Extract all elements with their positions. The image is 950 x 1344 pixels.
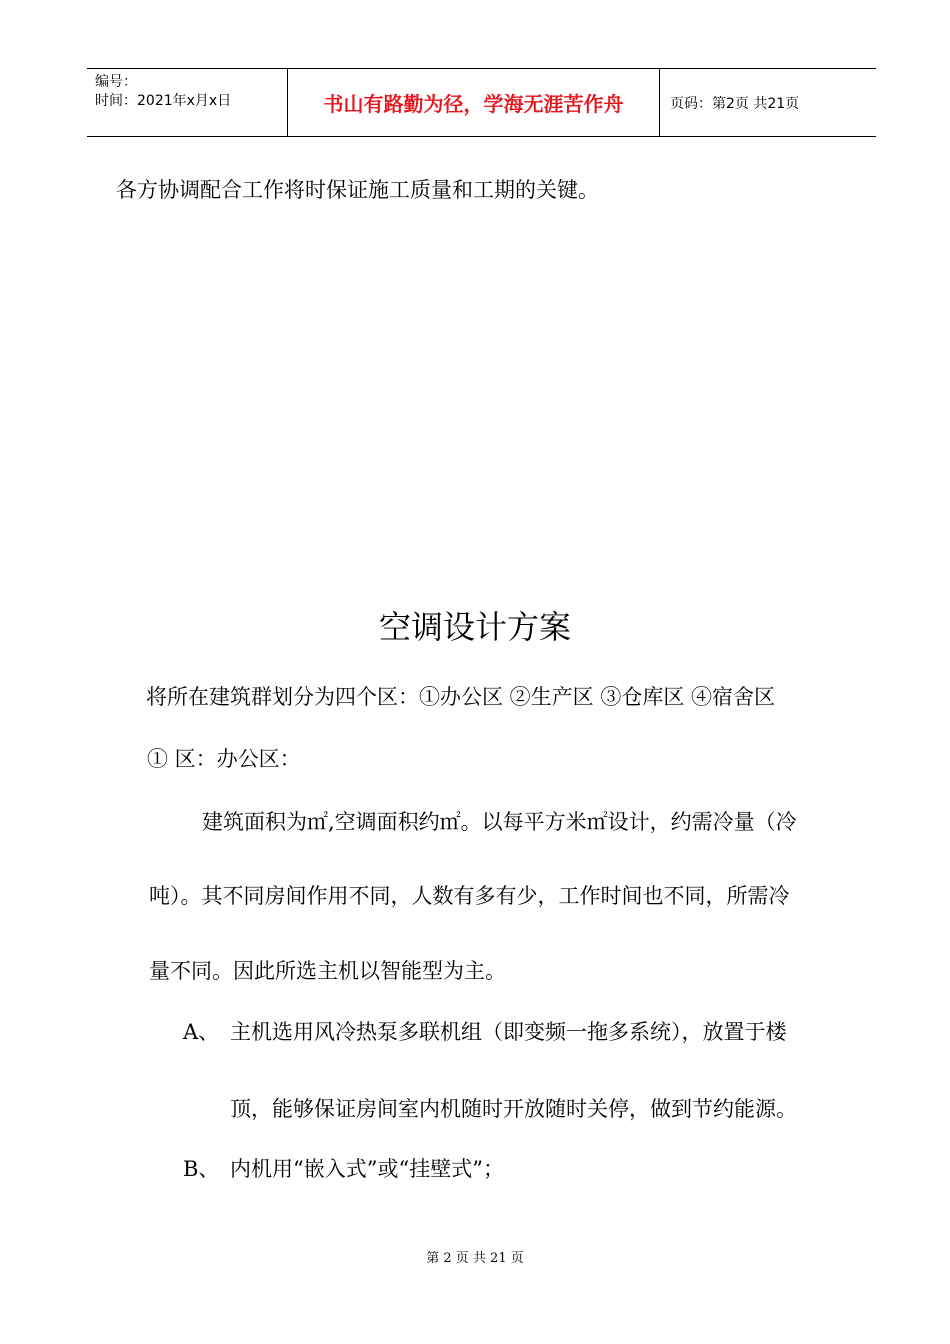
list-item-b-text: 内机用“嵌入式”或“挂壁式”； (230, 1157, 504, 1181)
paragraph-line: 吨）。其不同房间作用不同，人数有多有少，工作时间也不同，所需冷 (149, 884, 790, 908)
page-footer: 第 2 页 共 21 页 (426, 1251, 524, 1266)
list-item-b (183, 1153, 504, 1183)
header-page-info: 页码：第2页 共21页 (670, 95, 800, 112)
list-item-a-label: A、 (183, 1020, 220, 1044)
page-header (87, 68, 876, 137)
list-item-a-continuation: 顶，能够保证房间室内机随时开放随时关停，做到节约能源。 (230, 1097, 797, 1121)
paragraph-line: 量不同。因此所选主机以智能型为主。 (149, 959, 506, 983)
header-motto: 书山有路勤为径，学海无涯苦作舟 (287, 69, 660, 136)
zones-line: 将所在建筑群划分为四个区：①办公区 ②生产区 ③仓库区 ④宿舍区 (146, 685, 776, 709)
paragraph-line: 建筑面积为㎡,空调面积约㎡。以每平方米㎡设计，约需冷量（冷 (202, 810, 797, 834)
document-number-label: 编号： (95, 74, 137, 90)
zone1-heading: ① 区：办公区： (147, 747, 301, 771)
list-item-a (183, 1016, 787, 1046)
list-item-b-label: B、 (183, 1157, 220, 1181)
list-item-a-text: 主机选用风冷热泵多联机组（即变频一拖多系统），放置于楼 (230, 1020, 787, 1044)
section-title: 空调设计方案 (378, 608, 571, 646)
header-meta (87, 69, 287, 136)
continued-paragraph: 各方协调配合工作将时保证施工质量和工期的关键。 (116, 178, 599, 202)
document-date-label: 时间：2021年x月x日 (95, 93, 232, 109)
